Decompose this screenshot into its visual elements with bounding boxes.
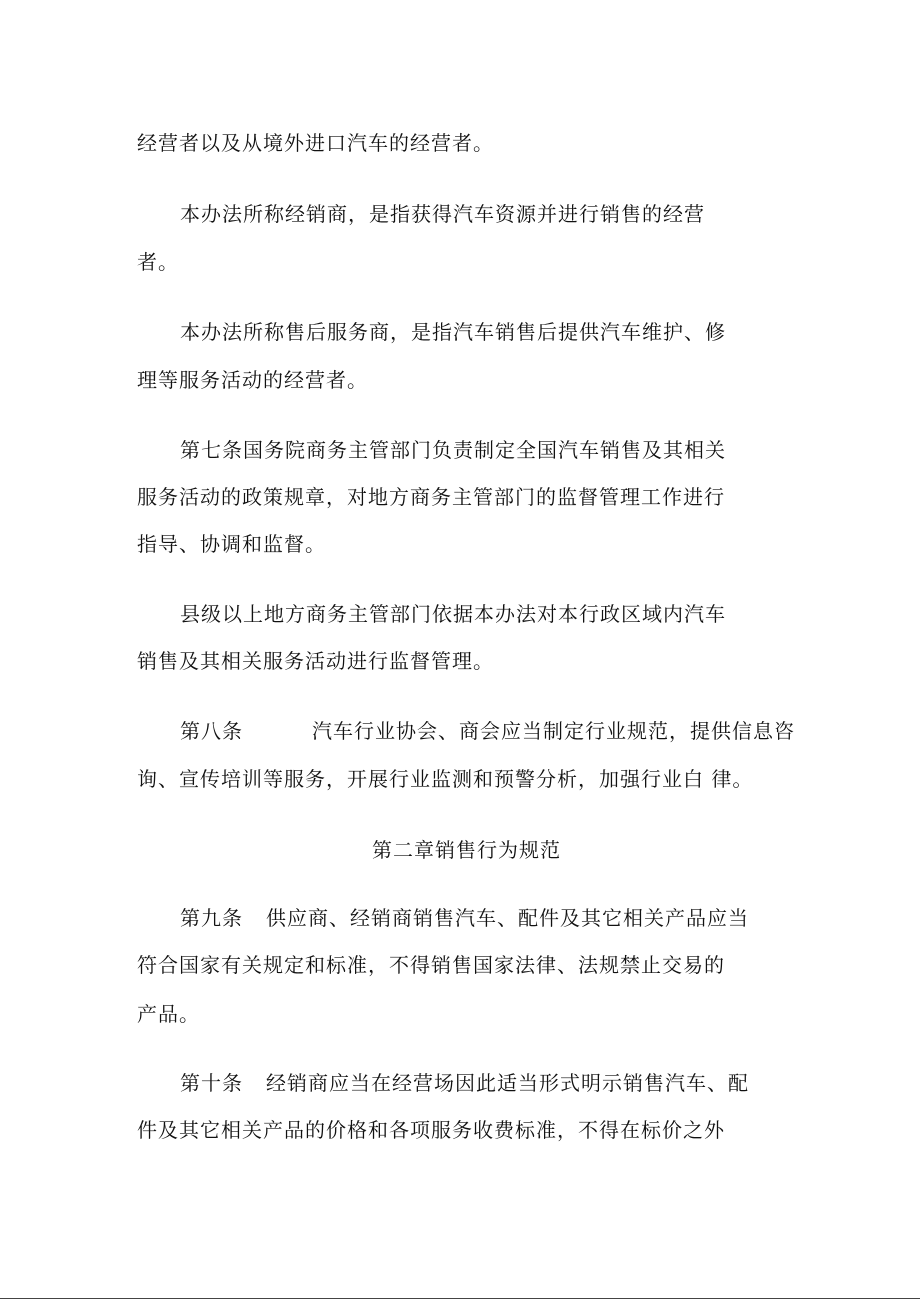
paragraph-line: 经营者以及从境外进口汽车的经营者。 xyxy=(137,131,494,155)
page-bottom-divider xyxy=(0,1298,920,1299)
article-8-label: 第八条 xyxy=(180,719,243,743)
paragraph-line: 理等服务活动的经营者。 xyxy=(137,368,368,392)
paragraph-line: 供应商、经销商销售汽车、配件及其它相关产品应当 xyxy=(266,906,749,930)
paragraph-line: 销售及其相关服务活动进行监督管理。 xyxy=(137,649,494,673)
paragraph-line: 本办法所称经销商，是指获得汽车资源并进行销售的经营 xyxy=(180,202,705,226)
paragraph-line: 第七条国务院商务主管部门负责制定全国汽车销售及其相关 xyxy=(180,438,726,462)
paragraph-line: 本办法所称售后服务商，是指汽车销售后提供汽车维护、修 xyxy=(180,320,726,344)
paragraph-line: 汽车行业协会、商会应当制定行业规范，提供信息咨 xyxy=(312,719,795,743)
paragraph-line: 服务活动的政策规章，对地方商务主管部门的监督管理工作进行 xyxy=(137,485,725,509)
chapter-heading: 第二章销售行为规范 xyxy=(372,838,561,862)
paragraph-line: 产品。 xyxy=(137,1002,200,1026)
paragraph-line: 县级以上地方商务主管部门依据本办法对本行政区域内汽车 xyxy=(180,602,726,626)
paragraph-line: 符合国家有关规定和标准，不得销售国家法律、法规禁止交易的 xyxy=(137,953,725,977)
paragraph-line: 询、宣传培训等服务，开展行业监测和预警分析，加强行业白 律。 xyxy=(137,767,754,791)
paragraph-line: 指导、协调和监督。 xyxy=(137,532,326,556)
article-9-label: 第九条 xyxy=(180,906,243,930)
paragraph-line: 件及其它相关产品的价格和各项服务收费标准，不得在标价之外 xyxy=(137,1118,725,1142)
article-10-label: 第十条 xyxy=(180,1071,243,1095)
paragraph-line: 经销商应当在经营场因此适当形式明示销售汽车、配 xyxy=(266,1071,749,1095)
paragraph-line: 者。 xyxy=(137,250,179,274)
